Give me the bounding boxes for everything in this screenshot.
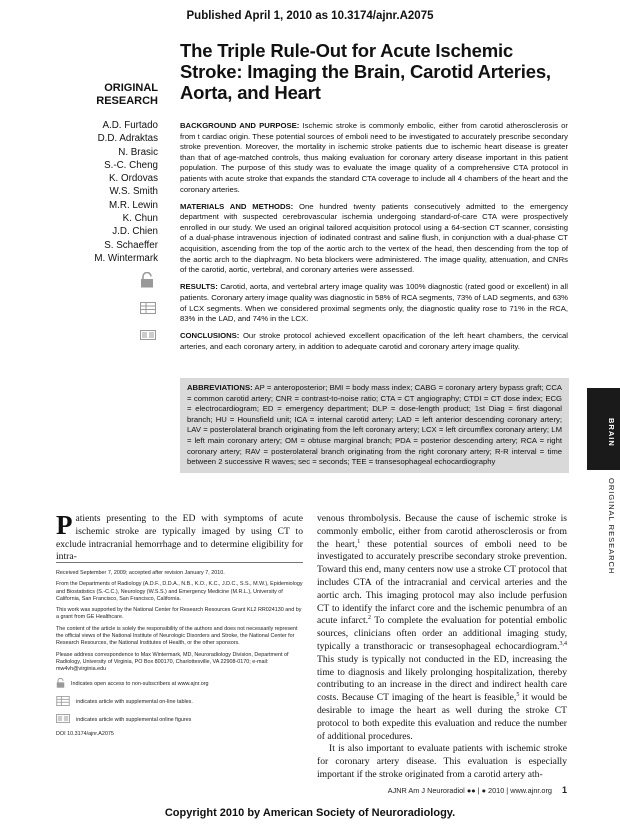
abstract-conclusions — [180, 331, 568, 352]
body-text-run: these potential sources of emboli need to be investigated to accurately prescribe secondary stroke prevention. Toward this end, many centers now use a stroke CT protocol that includes CTA of the intracranial and cervical arteries and the aortic arch. This imaging protocol may also include perfusion CT to identify the infarct core and the ischemic penumbra of an acute infarct. — [317, 538, 567, 627]
footnote-divider — [56, 562, 303, 563]
footnote-correspondence: Please address correspondence to Max Wintermark, MD, Neuroradiology Division, Department of Radiology, University of Virginia, PO Box 800170, Charlottesville, VA 22908-0170; e-mail: mw4vh@virginia.edu — [56, 651, 289, 673]
citation: 2 — [368, 615, 372, 622]
supplemental-figure-icon — [56, 714, 70, 726]
body-right-paragraph-1 — [317, 513, 567, 743]
published-line: Published April 1, 2010 as 10.3174/ajnr.A2075 — [186, 10, 434, 22]
body-text-run: To complete the evaluation for potential embolic sources, clinicians often order an additional imaging study, typically a transthoracic or transesophageal echocardiogram. — [317, 615, 567, 652]
section-label — [40, 82, 158, 108]
article-title: The Triple Rule-Out for Acute Ischemic Stroke: Imaging the Brain, Carotid Arteries, Aorta, and Heart — [180, 40, 551, 103]
page-number: 1 — [561, 785, 567, 795]
abstract-methods — [180, 202, 568, 276]
body-right-paragraph-2: It is also important to evaluate patients with ischemic stroke for coronary artery disease. This evaluation is especially important if the stroke originated from a carotid artery ath- — [317, 743, 567, 780]
citation: 1 — [357, 538, 361, 545]
abstract-methods-label: MATERIALS AND METHODS: — [180, 201, 294, 211]
abstract-results-label: RESULTS: — [180, 282, 218, 292]
abstract-methods-text: One hundred twenty patients consecutively admitted to the emergency department with suspected cerebrovascular ischemia undergoing standard-of-care CTA were prospectively enrolled in our study. We used an original tailored acquisition protocol using a 64-section CT scanner, consisting of a dual-phase intravenous injection of iodinated contrast and saline flush, in conjunction with a dual-phase CT acquisition, ascending from the top of the aortic arch to the vertex of the head, then descending from the top of the aortic arch to the diaphragm. No beta blockers were administered. The image quality, attenuation, and CNRs of the carotid, aortic, vertebral, and coronary arteries were assessed. — [180, 201, 568, 275]
footnote-suppl-figures — [56, 714, 303, 726]
body-text-run: it would be desirable to image the heart as well during the stroke CT protocol to both expedite this evaluation and reduce the number of additional procedures. — [317, 692, 567, 742]
author: A.D. Furtado — [102, 120, 158, 131]
drop-cap: P — [56, 510, 73, 540]
body-text-run: venous thrombolysis. Because the cause of ischemic stroke is commonly embolic, either from carotid atherosclerosis or from the heart, — [317, 513, 567, 550]
supplemental-table-icon — [56, 696, 70, 709]
body-text-right — [317, 513, 567, 782]
footnote-open-access-text: Indicates open access to non-subscribers at www.ajnr.org — [71, 680, 209, 687]
section-tab-brain: BRAIN — [607, 418, 616, 447]
author: N. Brasic — [118, 146, 158, 158]
author: J.D. Chien — [112, 226, 158, 238]
abbreviations-box — [180, 378, 569, 473]
supplemental-figure-icon — [140, 327, 160, 345]
footer-journal: AJNR Am J Neuroradiol ●● | ● 2010 | www.ajnr.org — [387, 786, 552, 795]
footnote-open-access — [56, 678, 303, 691]
author-list — [40, 119, 158, 265]
abbreviations-label: ABBREVIATIONS: — [187, 383, 253, 392]
author: K. Chun — [122, 213, 158, 225]
footnote-doi: DOI 10.3174/ajnr.A2075 — [56, 731, 114, 738]
abstract-results — [180, 282, 568, 324]
abstract-results-text: Carotid, aorta, and vertebral artery image quality was 100% diagnostic (rated good or excellent) in all patients. Coronary artery image quality was diagnostic in 58% of RCA segments, 73% of LAD segments, and 63% of LCX segments. When we considered proximal segments only, the diagnostic quality rose to 71% in the RCA, 83% in the LAD, and 74% in the LCX. — [180, 282, 568, 324]
footnote-suppl-tables-text: indicates article with supplemental on-line tables. — [76, 698, 193, 705]
copyright-line: Copyright 2010 by American Society of Neuroradiology. — [164, 807, 456, 819]
body-left-paragraph: atients presenting to the ED with symptoms of acute ischemic stroke are typically imaged by using CT to exclude intracranial hemorrhage and to determine eligibility for intra- — [56, 513, 303, 563]
author: S. Schaeffer — [104, 239, 158, 251]
citation: 5 — [516, 691, 520, 698]
abstract-background — [180, 121, 568, 195]
author: K. Ordovas — [108, 173, 158, 185]
body-text-left — [56, 510, 303, 564]
author: S.-C. Cheng — [104, 159, 158, 171]
footnote-received: Received September 7, 2009; accepted after revision January 7, 2010. — [56, 570, 225, 576]
author: W.S. Smith — [109, 186, 158, 198]
footnote-suppl-figures-text: indicates article with supplemental online figures — [76, 716, 192, 723]
section-label-line1: ORIGINAL — [104, 82, 158, 94]
abstract-background-text: Ischemic stroke is commonly embolic, either from carotid atherosclerosis or from t cardiac origin. These potential sources of emboli need to be investigated to accurately prescribe secondary stroke prevention. Moreover, the mortality in ischemic stroke patients due to ischemic heart disease is greater than that of age-matched controls, thus making evaluation for coronary artery disease important in this patient population. The purpose of this study was to evaluate the image quality of a comprehensive CTA protocol in patients with acute stroke that expands the standard CTA coverage to include all 4 chambers of the heart and the coronary arteries. — [180, 121, 568, 194]
author: M. Wintermark — [94, 252, 158, 264]
supplemental-table-icon — [140, 301, 160, 319]
open-lock-icon — [140, 272, 160, 293]
section-label-line2: RESEARCH — [96, 95, 158, 107]
footnote-disclaimer: The content of the article is solely the responsibility of the authors and does not necessarily represent the official views of the National Institute of Neurologic Disorders and Stroke, the National Center for Research Resources, the National Institutes of Health, or the other sponsors. — [56, 625, 298, 647]
open-lock-icon — [56, 678, 65, 691]
author: M.R. Lewin — [109, 199, 158, 211]
access-icons — [140, 272, 160, 353]
abstract-background-label: BACKGROUND AND PURPOSE: — [180, 121, 300, 130]
footnote-suppl-tables — [56, 696, 303, 709]
running-footer — [180, 785, 567, 795]
section-tab-original-research: ORIGINAL RESEARCH — [607, 478, 616, 575]
abstract — [180, 121, 568, 359]
citation: 3,4 — [559, 640, 567, 647]
footnote-affiliation: From the Departments of Radiology (A.D.F., D.D.A., N.B., K.O., K.C., J.D.C., S.S., M.W.), Epidemiology and Biostatistics (S.-C.C.), Neurology (W.S.S.) and Emergency Medicine (M.R.L.), University of California, San Francisco, San Francisco, California. — [56, 581, 303, 602]
body-text-run: This study is typically not conducted in the ED, increasing the time to diagnosis and likely prolonging hospitalization, thereby contributing to an increase in the direct and indirect health care costs. Because CT imaging of the heart is feasible, — [317, 653, 567, 704]
abstract-conclusions-label: CONCLUSIONS: — [180, 331, 240, 341]
footnotes — [56, 570, 303, 743]
author: D.D. Adraktas — [97, 133, 158, 145]
abstract-conclusions-text: Our stroke protocol achieved excellent opacification of the left heart chambers, the cervical arteries, and each coronary artery, in addition to adequate carotid and coronary artery image quality. — [180, 331, 568, 351]
footnote-support: This work was supported by the National Center for Research Resources Grant KL2 RR024130 and by a grant from GE Healthcare. — [56, 607, 302, 621]
abbreviations-text: AP = anteroposterior; BMI = body mass index; CABG = coronary artery bypass graft; CCA = common carotid artery; CNR = contrast-to-noise ratio; CTA = CT angiography; CTDI = CT dose index; ECG = electrocardiogram; ED = emergency department; DLP = dose-length product; 1st Diag = first diagonal branch; HU = Hounsfield unit; ICA = internal carotid artery; LAD = left anterior descending coronary artery; LAV = posterolateral branch originating from the left coronary artery; LCX = left circumflex coronary artery; LM = left main coronary artery; OM = obtuse marginal branch; PDA = posterior descending artery; RCA = right coronary artery; RAV = posterolateral branch originating from the right coronary artery; R-R interval = time between 2 successive R waves; sec = seconds; TEE = transesophageal echocardiography — [187, 383, 562, 467]
